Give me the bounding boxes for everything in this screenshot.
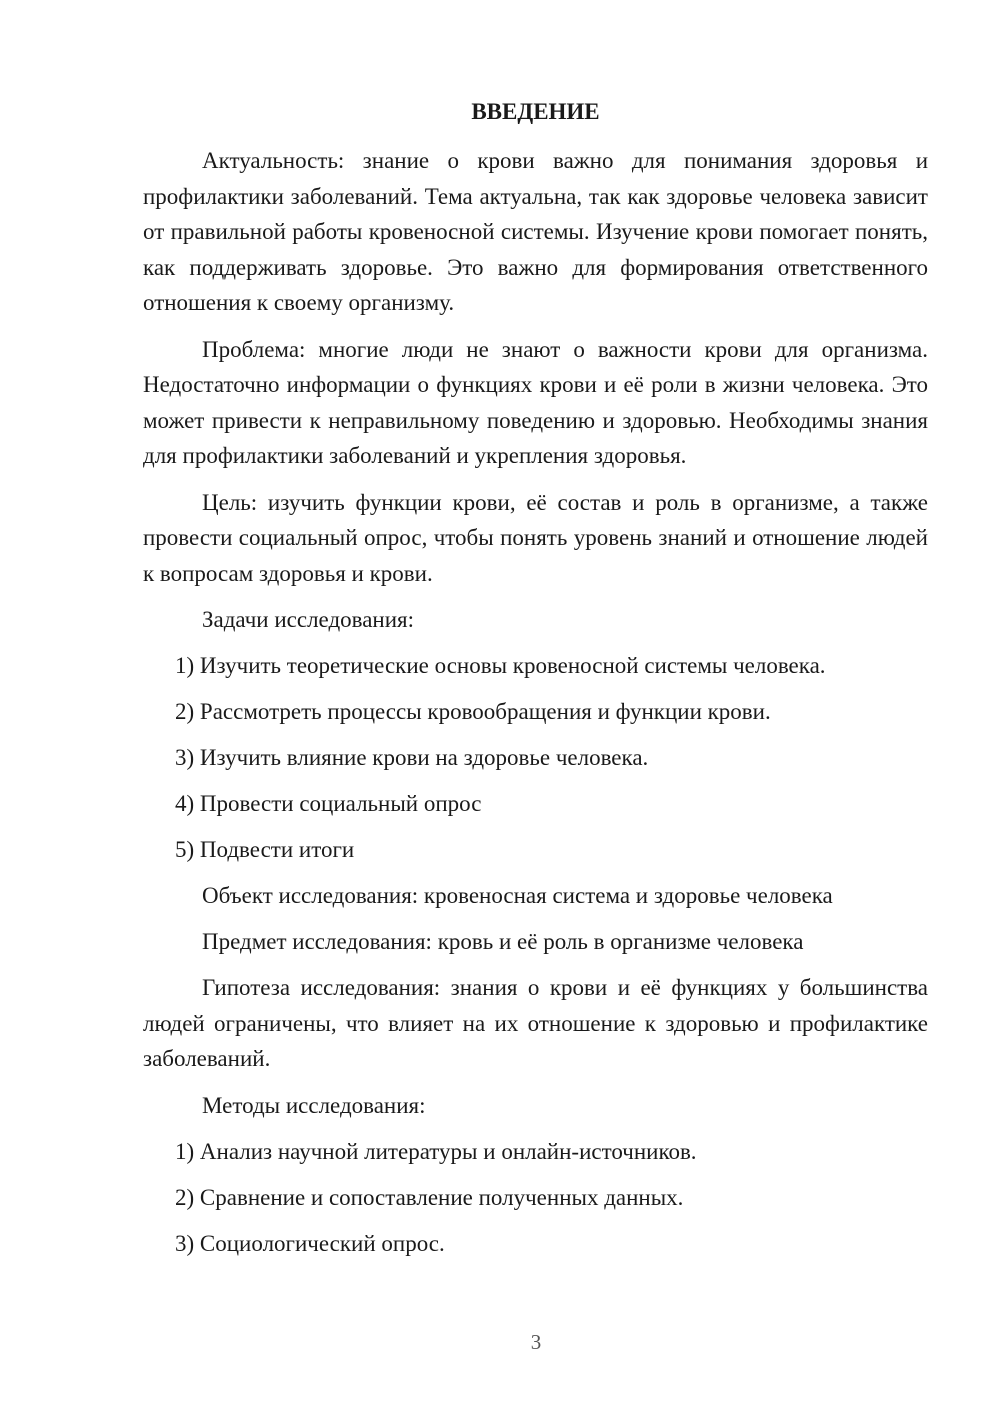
tasks-heading: Задачи исследования:	[202, 607, 415, 632]
task-item: 4) Провести социальный опрос	[175, 791, 482, 816]
methods-list	[143, 1134, 928, 1262]
tasks-list	[143, 648, 928, 868]
method-item: 3) Социологический опрос.	[175, 1230, 445, 1256]
method-item: 1) Анализ научной литературы и онлайн-источников.	[175, 1138, 697, 1164]
object-line: Объект исследования: кровеносная система и здоровье человека	[202, 883, 833, 908]
methods-heading: Методы исследования:	[202, 1092, 426, 1118]
task-item: 1) Изучить теоретические основы кровеносной системы человека.	[175, 653, 826, 678]
method-item: 2) Сравнение и сопоставление полученных данных.	[175, 1184, 684, 1210]
subject-line: Предмет исследования: кровь и её роль в организме человека	[202, 929, 804, 954]
page-title: ВВЕДЕНИЕ	[471, 99, 600, 124]
task-item: 5) Подвести итоги	[175, 837, 355, 862]
task-item: 3) Изучить влияние крови на здоровье человека.	[175, 745, 649, 770]
page-number: 3	[530, 1330, 542, 1354]
task-item: 2) Рассмотреть процессы кровообращения и функции крови.	[175, 699, 771, 724]
relevance-paragraph: Актуальность: знание о крови важно для понимания здоровья и профилактики заболеваний. Тема актуальна, так как здоровье человека зависит от правильной работы кровеносной системы. Изучение крови помогает понять, как поддерживать здоровье. Это важно для формирования ответственного отношения к своему организму.	[143, 148, 928, 315]
hypothesis-paragraph: Гипотеза исследования: знания о крови и её функциях у большинства людей ограничены, что влияет на их отношение к здоровью и профилактике заболеваний.	[143, 975, 928, 1071]
goal-paragraph: Цель: изучить функции крови, её состав и роль в организме, а также провести социальный опрос, чтобы понять уровень знаний и отношение людей к вопросам здоровья и крови.	[143, 489, 928, 586]
document-body	[143, 94, 928, 1272]
problem-paragraph: Проблема: многие люди не знают о важности крови для организма. Недостаточно информации о функциях крови и её роли в жизни человека. Это может привести к неправильному поведению и здоровью. Необходимы знания для профилактики заболеваний и укрепления здоровья.	[143, 336, 928, 468]
